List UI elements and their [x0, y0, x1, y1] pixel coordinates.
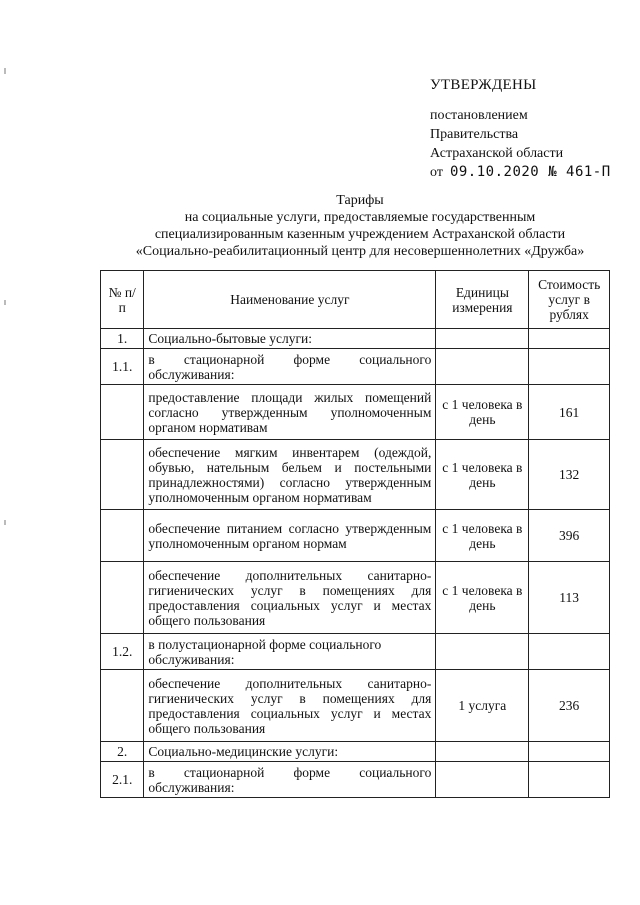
table-row: [101, 634, 610, 670]
row-price: 132: [529, 440, 610, 510]
header-name: Наименование услуг: [144, 271, 436, 329]
row-name: в полустационарной форме социального обслуживания:: [144, 634, 436, 670]
table-row: [101, 762, 610, 798]
title-line: «Социально-реабилитационный центр для несовершеннолетних «Дружба»: [135, 244, 585, 259]
row-unit: с 1 человека в день: [436, 385, 529, 440]
row-num: [101, 385, 144, 440]
row-name: предоставление площади жилых помещений согласно утвержденным уполномоченным органом нормативам: [144, 385, 436, 440]
row-price: [529, 762, 610, 798]
row-name: в стационарной форме социального обслуживания:: [144, 349, 436, 385]
row-num: 1.1.: [101, 349, 144, 385]
row-unit: с 1 человека в день: [436, 562, 529, 634]
row-price: [529, 742, 610, 762]
row-price: 396: [529, 510, 610, 562]
row-unit: [436, 742, 529, 762]
header-unit: Единицы измерения: [436, 271, 529, 329]
approval-heading: УТВЕРЖДЕНЫ: [430, 77, 537, 93]
document-title: [0, 192, 640, 260]
row-num: [101, 440, 144, 510]
header-price: Стоимость услуг в рублях: [529, 271, 610, 329]
row-name: обеспечение дополнительных санитарно-гигиенических услуг в помещениях для предоставления социальных услуг и местах общего пользования: [144, 670, 436, 742]
approval-block: [430, 76, 611, 182]
row-unit: с 1 человека в день: [436, 440, 529, 510]
scan-edge-mark: [4, 68, 6, 74]
approval-date-prefix: от: [430, 165, 443, 180]
tariffs-table: [100, 270, 610, 798]
row-price: [529, 329, 610, 349]
row-num: 2.1.: [101, 762, 144, 798]
approval-line: Правительства: [430, 127, 519, 142]
table-row: [101, 440, 610, 510]
table-row: [101, 510, 610, 562]
row-name: в стационарной форме социального обслуживания:: [144, 762, 436, 798]
table-row: [101, 349, 610, 385]
row-price: [529, 634, 610, 670]
table-row: [101, 385, 610, 440]
row-num: [101, 510, 144, 562]
row-name: Социально-медицинские услуги:: [144, 742, 436, 762]
row-price: 113: [529, 562, 610, 634]
scan-edge-mark: [4, 520, 6, 525]
approval-line: Астраханской области: [430, 146, 564, 161]
header-num: № п/п: [101, 271, 144, 329]
table-row: [101, 670, 610, 742]
row-price: 161: [529, 385, 610, 440]
row-num: [101, 562, 144, 634]
row-unit: [436, 634, 529, 670]
title-line: на социальные услуги, предоставляемые государственным: [184, 210, 536, 225]
row-name: обеспечение питанием согласно утвержденным уполномоченным органом нормам: [144, 510, 436, 562]
row-num: 1.2.: [101, 634, 144, 670]
scan-edge-mark: [4, 300, 6, 305]
row-name: Социально-бытовые услуги:: [144, 329, 436, 349]
row-price: 236: [529, 670, 610, 742]
table-row: [101, 742, 610, 762]
row-num: 2.: [101, 742, 144, 762]
table-header-row: [101, 271, 610, 329]
row-unit: [436, 349, 529, 385]
row-unit: [436, 762, 529, 798]
title-line: специализированным казенным учреждением Астраханской области: [154, 227, 566, 242]
title-line: Тарифы: [336, 193, 384, 208]
approval-line: постановлением: [430, 108, 528, 123]
approval-date: [430, 163, 611, 182]
row-price: [529, 349, 610, 385]
table-row: [101, 329, 610, 349]
row-name: обеспечение дополнительных санитарно-гигиенических услуг в помещениях для предоставления социальных услуг и местах общего пользования: [144, 562, 436, 634]
row-num: 1.: [101, 329, 144, 349]
row-num: [101, 670, 144, 742]
row-unit: с 1 человека в день: [436, 510, 529, 562]
row-unit: [436, 329, 529, 349]
approval-date-value: 09.10.2020 № 461-П: [449, 164, 611, 180]
table-row: [101, 562, 610, 634]
row-unit: 1 услуга: [436, 670, 529, 742]
row-name: обеспечение мягким инвентарем (одеждой, обувью, нательным бельем и постельными принадлежностями) согласно утвержденным уполномоченным органом нормативам: [144, 440, 436, 510]
